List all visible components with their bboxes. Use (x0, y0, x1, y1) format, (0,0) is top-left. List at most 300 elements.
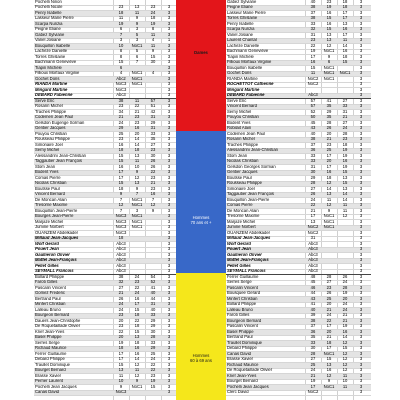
score-cell: 3 (167, 361, 171, 367)
score-cell: 3 (359, 202, 363, 208)
score-cell: 3 (359, 48, 363, 54)
score-cell: 22 (134, 284, 140, 290)
score-cell: 12 (326, 372, 332, 378)
player-name-cell: Vincent Bernard (227, 104, 257, 109)
score-cell: 3 (359, 64, 363, 70)
score-cell: 3 (359, 70, 363, 76)
score-cell: 15 (342, 180, 348, 186)
player-name-cell: RIANDA Martine (35, 82, 68, 87)
score-cell: 3 (167, 92, 171, 98)
player-name-cell: Serres Serge (227, 280, 252, 285)
score-cell: 3 (359, 246, 363, 252)
score-cell: 51 (150, 103, 156, 109)
score-cell: 16 (342, 158, 348, 164)
score-cell: NoC1 (323, 350, 335, 356)
score-cell: 3 (167, 114, 171, 120)
player-name-cell: Fillioux Morfaux Virginie (35, 71, 80, 76)
score-cell: 3 (167, 119, 171, 125)
score-cell: 3 (167, 301, 171, 307)
score-cell: 12 (118, 202, 124, 208)
score-cell: NoC1 (339, 70, 351, 76)
player-name-cell: Faroti Gilles (35, 280, 58, 285)
score-cell: 3 (167, 383, 171, 389)
player-name-cell: Minfert Christian (227, 296, 258, 301)
player-name-cell: Lachèze Danielle (35, 49, 68, 54)
score-cell: 8 (119, 48, 123, 54)
score-cell: 38 (310, 136, 316, 142)
player-name-cell: Wolf Gerard (227, 241, 251, 246)
score-cell: 18 (134, 339, 140, 345)
score-cell: 6 (327, 59, 331, 65)
score-cell: NoC3 (115, 229, 127, 235)
score-cell: 3 (359, 15, 363, 21)
score-cell: 34 (118, 108, 124, 114)
score-cell: 12 (134, 372, 140, 378)
score-cell: 3 (167, 108, 171, 114)
score-cell: 24 (118, 306, 124, 312)
score-cell: 3 (359, 152, 363, 158)
score-cell: 16 (134, 125, 140, 131)
player-name-cell: Clerc David (227, 390, 249, 395)
score-cell: 9 (119, 383, 123, 389)
score-cell: 3 (167, 295, 171, 301)
score-cell: 3 (167, 372, 171, 378)
score-cell: 3 (167, 240, 171, 246)
score-cell: 3 (167, 81, 171, 87)
score-cell: 24 (326, 312, 332, 318)
results-table-left (34, 0, 176, 400)
player-name-cell: DEBARD Fabienne (35, 93, 73, 98)
score-cell: 3 (359, 273, 363, 279)
score-cell: 31 (310, 235, 316, 241)
player-name-cell: Gentier Jacques (227, 170, 258, 175)
player-name-cell: Marjaze Michel (35, 219, 64, 224)
score-cell: 11 (150, 42, 156, 48)
score-cell: 3 (359, 361, 363, 367)
player-name-cell: DEBARD Fabienne (227, 93, 265, 98)
score-cell: 31 (150, 301, 156, 307)
player-name-cell: Scarpa Nunzia (227, 27, 255, 32)
player-name-cell: Boutsse Paul (227, 175, 252, 180)
score-cell: 11 (134, 97, 140, 103)
score-cell: 32 (118, 279, 124, 285)
score-cell: NoC3 (115, 389, 127, 395)
player-name-cell: Pascalin Vincent (227, 324, 258, 329)
score-cell: 6 (119, 26, 123, 32)
score-cell: 3 (359, 103, 363, 109)
score-cell: 12 (134, 174, 140, 180)
score-cell: 33 (150, 312, 156, 318)
score-cell: 15 (342, 345, 348, 351)
score-cell: 25 (310, 361, 316, 367)
score-cell: 33 (150, 339, 156, 345)
score-cell: 26 (326, 290, 332, 296)
score-cell: 18 (118, 185, 124, 191)
player-name-cell: Comas Pierre (35, 175, 61, 180)
player-name-cell: Bollard Philippe (227, 302, 257, 307)
score-cell: 3 (359, 119, 363, 125)
score-cell: 16 (134, 345, 140, 351)
score-cell: 43 (310, 295, 316, 301)
score-cell: 15 (310, 64, 316, 70)
score-cell: 27 (150, 141, 156, 147)
score-cell: 37 (310, 323, 316, 329)
score-cell: 13 (134, 180, 140, 186)
player-name-cell: Marjaze Michel (227, 219, 256, 224)
player-name-cell: Stom Jean (227, 153, 248, 158)
score-cell: 57 (310, 103, 316, 109)
score-cell: 3 (359, 235, 363, 241)
score-cell: 3 (167, 75, 171, 81)
score-cell: NoC1 (323, 70, 335, 76)
score-cell: 33 (310, 152, 316, 158)
score-cell: Abc2 (116, 75, 126, 81)
score-cell: 36 (310, 147, 316, 153)
score-cell: 3 (359, 26, 363, 32)
score-cell: 28 (150, 334, 156, 340)
score-cell: 18 (118, 345, 124, 351)
score-cell: 16 (326, 169, 332, 175)
score-cell: 16 (118, 141, 124, 147)
score-cell: 19 (342, 163, 348, 169)
score-cell: 30 (310, 169, 316, 175)
score-cell: 3 (167, 158, 171, 164)
score-cell: 15 (150, 383, 156, 389)
player-name-cell: Comas Pierre (227, 203, 253, 208)
score-cell: NoC2 (307, 229, 319, 235)
score-cell: 7 (119, 207, 123, 213)
score-cell: 4 (119, 70, 123, 76)
score-cell: 11 (134, 9, 140, 15)
score-cell: 22 (150, 367, 156, 373)
category-band-hommes-70 (176, 131, 226, 273)
score-cell: 23 (310, 37, 316, 43)
score-cell: 15 (326, 356, 332, 362)
score-cell: 3 (359, 196, 363, 202)
score-cell: 3 (167, 279, 171, 285)
score-cell: 23 (342, 136, 348, 142)
score-cell: 13 (326, 37, 332, 43)
score-cell: 3 (167, 378, 171, 384)
player-name-cell: Gaullieron Olivier (35, 252, 70, 257)
score-cell: 18 (326, 174, 332, 180)
player-name-cell: Gentier Jacques (35, 126, 66, 131)
player-name-cell: Rosann Michel (35, 104, 63, 109)
score-cell: 13 (326, 31, 332, 37)
player-name-cell: Nicolas Christian (35, 181, 67, 186)
score-cell: 38 (118, 97, 124, 103)
score-cell: 17 (326, 345, 332, 351)
score-cell: 21 (134, 108, 140, 114)
player-name-cell: Debard Philippe (227, 346, 257, 351)
score-cell: 20 (326, 158, 332, 164)
score-cell: 14 (134, 136, 140, 142)
score-cell: 21 (118, 114, 124, 120)
score-cell: NoC1 (131, 75, 143, 81)
score-cell: NoC1 (131, 218, 143, 224)
score-cell: 23 (134, 119, 140, 125)
score-cell: 3 (167, 350, 171, 356)
score-cell: 12 (134, 361, 140, 367)
score-cell: 21 (326, 334, 332, 340)
player-name-cell: Taggautier Jean François (227, 192, 275, 197)
player-name-cell: Jumine Norbert (35, 225, 64, 230)
score-cell: 18 (342, 0, 348, 4)
score-cell: 52 (150, 279, 156, 285)
score-cell: 30 (310, 345, 316, 351)
score-cell: 24 (310, 367, 316, 373)
score-cell: 13 (326, 191, 332, 197)
score-cell: 22 (118, 328, 124, 334)
player-name-cell: Gabez Sylviane (35, 32, 65, 37)
player-name-cell: Richaud Maurice (35, 346, 67, 351)
score-cell: 23 (118, 136, 124, 142)
score-cell: 27 (310, 356, 316, 362)
score-cell: 3 (359, 257, 363, 263)
score-cell: 27 (118, 284, 124, 290)
player-name-cell: Serres Serge (35, 340, 60, 345)
score-cell: Abc3 (116, 257, 126, 263)
player-name-cell: Canas David (227, 351, 251, 356)
score-cell: 28 (310, 350, 316, 356)
score-cell: 3 (167, 317, 171, 323)
player-name-cell: Pouyou Christian (227, 115, 259, 120)
score-cell: 23 (118, 4, 124, 10)
score-cell: 11 (310, 70, 316, 76)
score-cell: 13 (134, 334, 140, 340)
score-cell: 31 (310, 163, 316, 169)
score-cell: 38 (118, 273, 124, 279)
score-cell: 3 (359, 224, 363, 230)
score-cell: 18 (150, 15, 156, 21)
player-name-cell: Debard Philippe (35, 357, 65, 362)
score-cell: 3 (167, 235, 171, 241)
category-label-hommes-70 (176, 215, 226, 225)
score-cell: 21 (118, 290, 124, 296)
player-name-cell: Taggautier Jean François (35, 159, 83, 164)
score-cell: 12 (342, 213, 348, 219)
score-cell: 17 (118, 174, 124, 180)
score-cell: 3 (167, 163, 171, 169)
score-cell: NoC1 (131, 42, 143, 48)
score-cell: 29 (150, 317, 156, 323)
score-cell: 23 (150, 372, 156, 378)
score-cell: 3 (167, 42, 171, 48)
player-name-cell: Traullet Dominique (227, 340, 262, 345)
player-name-cell: Fillioux Morfaux Virginie (227, 60, 272, 65)
score-cell: 38 (310, 4, 316, 10)
score-cell: 3 (359, 339, 363, 345)
score-cell: 31 (342, 108, 348, 114)
player-name-cell: Bachmann Geneviève (35, 60, 77, 65)
score-cell: NoC1 (323, 48, 335, 54)
score-cell: 3 (359, 279, 363, 285)
player-name-cell: OUANZEM Abdelkader (227, 230, 271, 235)
score-cell: 11 (342, 372, 348, 378)
score-cell: 7 (119, 196, 123, 202)
score-cell: 3 (167, 257, 171, 263)
player-name-cell: Krief Jean-Yves (227, 373, 257, 378)
score-cell: 36 (310, 328, 316, 334)
score-cell: 3 (359, 125, 363, 131)
player-name-cell: Millaud Jean-Jacques (227, 236, 271, 241)
player-name-cell: Ferrer Guillaume (227, 274, 259, 279)
score-cell: 3 (359, 378, 363, 384)
category-label-hommes-60-line1: Hommes (192, 353, 210, 358)
player-name-cell: Nicolas Christian (227, 159, 259, 164)
score-cell: 3 (167, 328, 171, 334)
score-cell: 8 (151, 26, 155, 32)
score-cell: 16 (150, 191, 156, 197)
score-cell: 26 (310, 191, 316, 197)
player-name-cell: De Roquetaillade Olivier (227, 368, 273, 373)
score-cell: 3 (167, 152, 171, 158)
player-name-cell: Tiapin Michèle (227, 54, 254, 59)
score-cell: 19 (150, 20, 156, 26)
score-cell: 3 (167, 4, 171, 10)
score-cell: 3 (167, 130, 171, 136)
player-name-cell: Gochet Doris (227, 71, 252, 76)
score-cell: 3 (359, 306, 363, 312)
score-cell: 19 (342, 152, 348, 158)
score-cell: 21 (150, 180, 156, 186)
score-cell: 3 (359, 295, 363, 301)
player-name-cell: Lasseur Marie Pierre (227, 10, 266, 15)
score-cell: 24 (118, 119, 124, 125)
score-cell: 11 (134, 367, 140, 373)
score-cell: 11 (342, 202, 348, 208)
score-cell: 32 (310, 26, 316, 32)
category-band-hommes-60 (176, 273, 226, 400)
score-cell: 38 (310, 15, 316, 21)
score-cell: 20 (326, 301, 332, 307)
score-cell: 15 (342, 59, 348, 65)
category-band-dames (176, 0, 226, 131)
score-cell: 3 (359, 169, 363, 175)
player-name-cell: Mattel Jean-François (35, 258, 77, 263)
score-cell: 29 (310, 174, 316, 180)
score-cell: 18 (134, 323, 140, 329)
score-cell: NoC1 (323, 213, 335, 219)
score-cell: 6 (135, 53, 139, 59)
score-cell: 25 (326, 147, 332, 153)
score-cell: NoC2 (307, 81, 319, 87)
player-name-cell: Krief Jean-Yves (35, 329, 65, 334)
score-cell: 9 (327, 378, 331, 384)
score-cell: Abc3 (308, 268, 318, 274)
player-name-cell: Codemen Jean Paul (227, 131, 265, 136)
score-cell: 3 (167, 48, 171, 54)
player-name-cell: Traullet Dominique (35, 362, 70, 367)
score-cell: 3 (359, 9, 363, 15)
score-cell: 3 (167, 367, 171, 373)
score-cell: 27 (342, 97, 348, 103)
score-cell: 14 (342, 196, 348, 202)
player-name-cell: Pouert Jean (35, 247, 59, 252)
player-name-cell: Pellet Gilles (35, 263, 59, 268)
score-cell: 3 (167, 251, 171, 257)
score-cell: 15 (118, 180, 124, 186)
score-cell: 11 (150, 31, 156, 37)
player-name-cell: Bertrand Paul (227, 335, 253, 340)
player-name-cell: Pochelli Ninon (35, 0, 62, 4)
score-cell: 57 (310, 97, 316, 103)
score-cell: 9 (135, 185, 139, 191)
player-name-cell: Mingard Martine (227, 87, 260, 92)
score-cell: 9 (135, 378, 139, 384)
score-cell: 23 (118, 312, 124, 318)
score-cell: 28 (342, 130, 348, 136)
score-cell: 14 (326, 185, 332, 191)
score-cell: 3 (167, 20, 171, 26)
score-cell: 26 (342, 273, 348, 279)
score-cell: 20 (342, 295, 348, 301)
score-cell: 3 (359, 218, 363, 224)
score-cell: 50 (310, 114, 316, 120)
score-cell: 3 (359, 229, 363, 235)
score-cell: 15 (134, 328, 140, 334)
score-cell: 13 (310, 218, 316, 224)
table-row (226, 391, 371, 397)
score-cell: 3 (359, 334, 363, 340)
player-name-cell: Wolf Gerard (35, 241, 59, 246)
score-cell: 23 (326, 0, 332, 4)
player-name-cell: Pouert Jean (227, 247, 251, 252)
score-cell: Abc3 (308, 251, 318, 257)
score-cell: 16 (134, 295, 140, 301)
score-cell: 45 (310, 279, 316, 285)
score-cell: 33 (150, 130, 156, 136)
score-cell: 3 (167, 273, 171, 279)
player-name-cell: Boutsse Paul (35, 186, 60, 191)
player-name-cell: Jumine Norbert (227, 225, 256, 230)
score-cell: 24 (342, 306, 348, 312)
score-cell: 16 (310, 59, 316, 65)
score-cell: 14 (134, 356, 140, 362)
score-cell: 3 (135, 37, 139, 43)
score-cell: 12 (326, 42, 332, 48)
score-cell: Abc3 (116, 251, 126, 257)
player-name-cell: Bouquillon Jean-Pierre (227, 197, 270, 202)
score-cell: 3 (359, 20, 363, 26)
score-cell: Abc3 (116, 246, 126, 252)
score-cell: 11 (134, 158, 140, 164)
score-cell: NoC1 (323, 383, 335, 389)
score-cell: 38 (310, 317, 316, 323)
score-cell: NoC1 (323, 75, 335, 81)
score-cell: 41 (150, 284, 156, 290)
score-cell: 24 (342, 125, 348, 131)
player-name-cell: Pochelli Jean Jacques (227, 384, 269, 389)
score-cell: 15 (118, 361, 124, 367)
score-cell: 17 (118, 169, 124, 175)
score-cell: 11 (342, 383, 348, 389)
score-cell: 16 (118, 163, 124, 169)
score-cell: 13 (342, 185, 348, 191)
score-cell: 22 (150, 169, 156, 175)
score-cell: 18 (118, 147, 124, 153)
score-cell: 11 (326, 196, 332, 202)
score-cell: 22 (310, 202, 316, 208)
score-cell: 17 (342, 31, 348, 37)
score-cell: 3 (359, 108, 363, 114)
score-cell: 17 (342, 15, 348, 21)
score-cell: 3 (359, 367, 363, 373)
player-name-cell: Brasse Xavier (227, 357, 254, 362)
score-cell: 23 (326, 284, 332, 290)
score-cell: 3 (167, 207, 171, 213)
player-name-cell: Pascalin Vincent (227, 285, 258, 290)
